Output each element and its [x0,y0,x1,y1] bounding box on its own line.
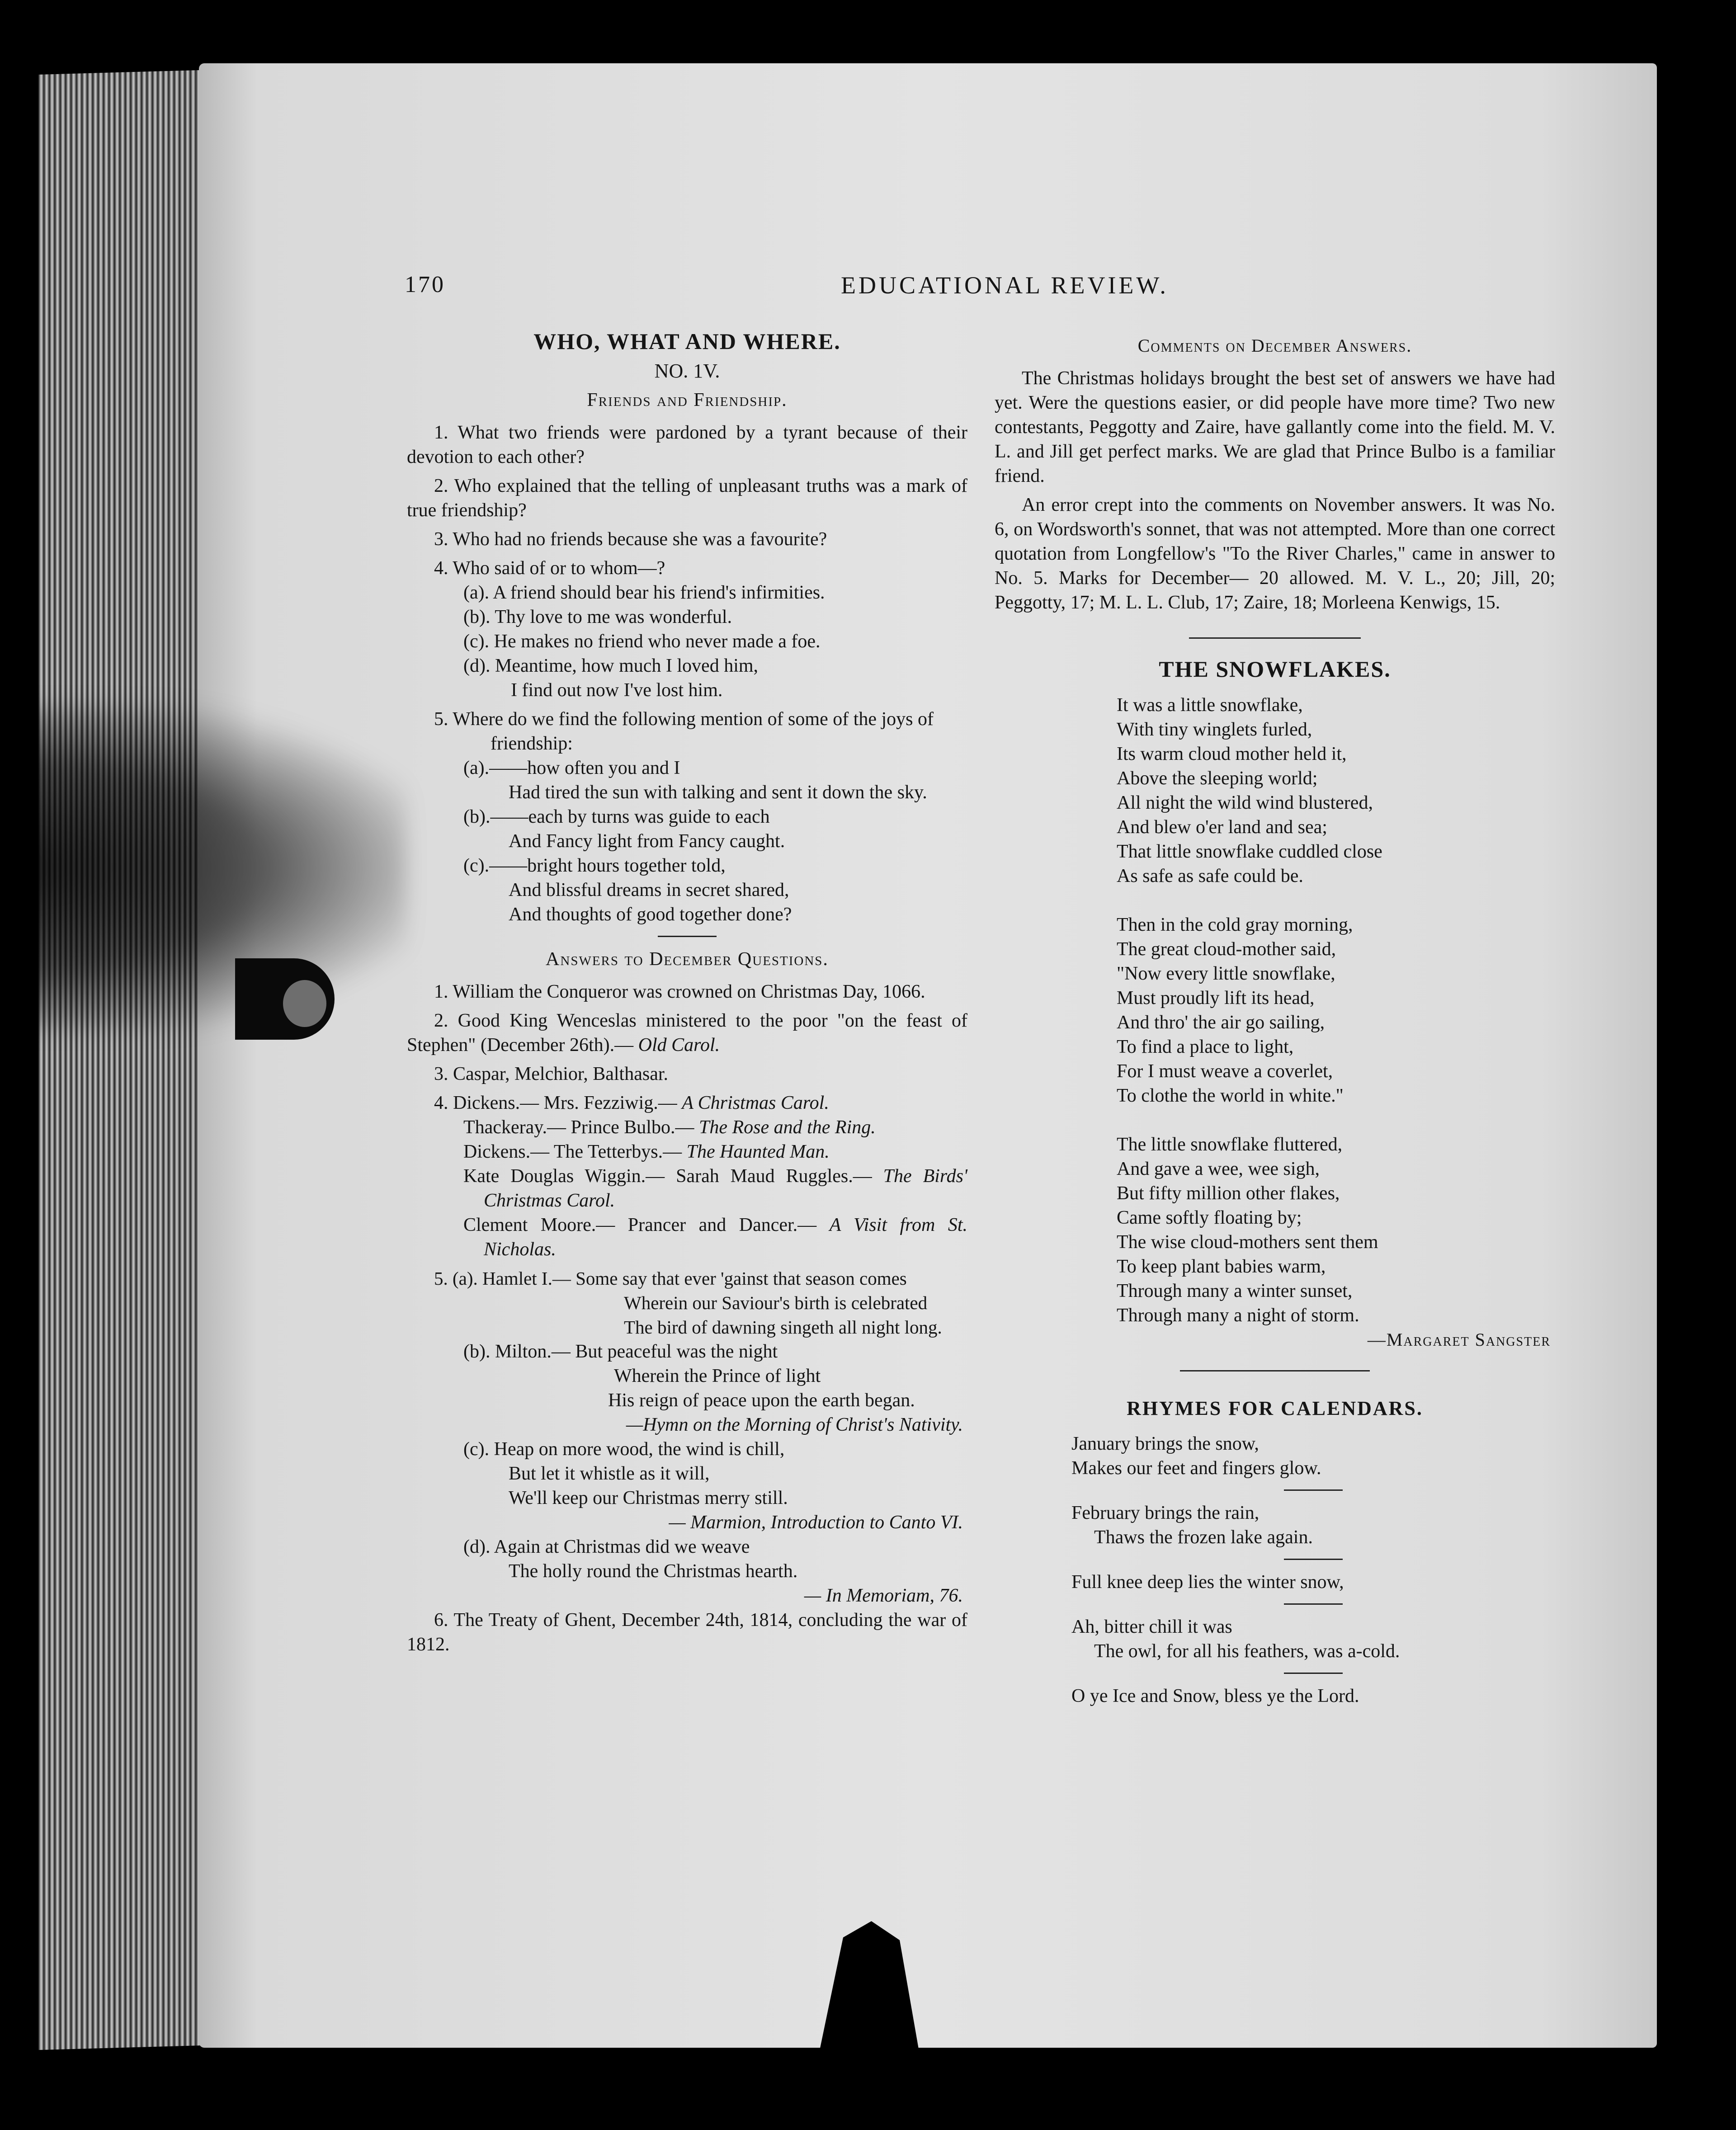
poem-line: All night the wild wind blustered, [1117,792,1373,813]
comments-paragraph-1: The Christmas holidays brought the best set of answers we have had yet. Were the questions easier, or did people have more time? Two new contestants, Peggotty and Zaire, have gallantly come into the field. M. V. L. and Jill get perfect marks. We are glad that Prince Bulbo is a familiar friend. [995,368,1555,486]
answer-4-line2-source: The Rose and the Ring. [698,1117,876,1138]
question-5: 5. Where do we find the following mention of some of the joys of friendship: [434,709,934,754]
right-column [995,334,1555,1708]
question-4: 4. Who said of or to whom—? [434,558,665,579]
rhyme-divider [1284,1603,1343,1605]
answer-4-line3-source: The Haunted Man. [686,1141,830,1162]
question-5c-line2: And blissful dreams in secret shared, [509,880,789,900]
poem-line: And gave a wee, wee sigh, [1117,1159,1320,1179]
finger-shadow [0,705,407,1031]
answer-5d-source [407,1583,967,1608]
rhyme-1-line1: January brings the snow, [1071,1433,1259,1454]
page-clip-hole [279,976,330,1031]
left-column [407,329,967,1657]
answer-5d-line2: The holly round the Christmas hearth. [509,1561,798,1582]
poem-stanza-2 [1117,913,1555,1108]
question-5a-line2: Had tired the sun with talking and sent it down the sky. [509,782,927,803]
answer-4-line4-text: Kate Douglas Wiggin.— Sarah Maud Ruggles.— [463,1166,883,1187]
answer-5b-source-text: —Hymn on the Morning of Christ's Nativity. [626,1414,963,1435]
answer-2 [407,1008,967,1057]
page-number: 170 [405,272,445,297]
poem-line: To find a place to light, [1117,1037,1294,1057]
poem-line: Through many a winter sunset, [1117,1281,1353,1301]
rhymes-list [995,1432,1555,1708]
answer-4-line1 [407,1091,967,1115]
poem-line: Then in the cold gray morning, [1117,914,1353,935]
question-5c-line3: And thoughts of good together done? [509,904,792,925]
poem-stanza-1 [1117,693,1555,888]
poem-line: And blew o'er land and sea; [1117,817,1327,838]
section-divider [658,936,717,937]
answer-3: 3. Caspar, Melchior, Balthasar. [434,1064,669,1084]
answer-4-line5-text: Clement Moore.— Prancer and Dancer.— [463,1215,830,1235]
book-page-edges [38,70,201,2050]
rhyme-2-line2: Thaws the frozen lake again. [1094,1527,1313,1548]
poem-line: As safe as safe could be. [1117,866,1303,886]
question-4a: (a). A friend should bear his friend's infirmities. [463,582,825,603]
snowflakes-poem [995,693,1555,1328]
poem-line: The great cloud-mother said, [1117,939,1336,960]
answer-5d-line1: (d). Again at Christmas did we weave [463,1536,750,1557]
snowflakes-title: THE SNOWFLAKES. [1159,656,1391,682]
answer-4-line5-source: A Visit from St. Nicholas. [484,1215,967,1260]
rhyme-4-line1: Ah, bitter chill it was [1071,1616,1232,1637]
who-what-where-title: WHO, WHAT AND WHERE. [533,329,841,354]
comments-heading: Comments on December Answers. [1137,335,1412,356]
poem-line: For I must weave a coverlet, [1117,1061,1333,1082]
poem-line: Through many a night of storm. [1117,1305,1359,1326]
question-5b-line1: (b).——each by turns was guide to each [463,806,770,827]
poem-line: To clothe the world in white." [1117,1085,1344,1106]
answer-4-line4-source: The Birds' Christmas Carol. [484,1166,968,1211]
question-4d-line1: (d). Meantime, how much I loved him, [463,655,759,676]
poem-author: —Margaret Sangster [1367,1329,1551,1350]
rhyme-1-line2: Makes our feet and fingers glow. [1071,1458,1321,1479]
question-4d-line2: I find out now I've lost him. [511,680,723,701]
answer-4-line1-source: A Christmas Carol. [682,1093,829,1113]
rhyme-divider [1284,1673,1343,1674]
rhyme-4-line2: The owl, for all his feathers, was a-cold. [1094,1641,1400,1662]
answer-2-source: Old Carol. [638,1035,720,1056]
poem-line: It was a little snowflake, [1117,695,1303,716]
answer-5b-line1: (b). Milton.— But peaceful was the night [463,1341,778,1362]
answer-5c-source [407,1510,967,1535]
answer-5b-source [407,1413,967,1437]
answer-5d-source-text: — In Memoriam, 76. [804,1585,963,1606]
answer-5a-line1: 5. (a). Hamlet I.— Some say that ever 'gainst that season comes [434,1268,907,1289]
journal-title: EDUCATIONAL REVIEW. [841,272,1169,299]
answer-5b-line2: Wherein the Prince of light [614,1366,821,1386]
poem-line: Must proudly lift its head, [1117,988,1315,1008]
question-5a-line1: (a).——how often you and I [463,758,680,778]
answer-5a-line3: The bird of dawning singeth all night long. [624,1317,942,1338]
question-1: 1. What two friends were pardoned by a tyrant because of their devotion to each other? [407,422,967,467]
answer-4-line2-text: Thackeray.— Prince Bulbo.— [463,1117,699,1138]
answer-4-line3 [407,1140,967,1164]
rhyme-divider [1284,1559,1343,1560]
question-5c-line1: (c).——bright hours together told, [463,855,726,876]
section-subtitle: Friends and Friendship. [587,390,788,410]
poem-line: But fifty million other flakes, [1117,1183,1340,1204]
comments-paragraph-2: An error crept into the comments on November answers. It was No. 6, on Wordsworth's sonnet, that was not attempted. More than one correct quotation from Longfellow's "To the River Charles," came in answer to No. 5. Marks for December— 20 allowed. M. V. L., 20; Jill, 20; Peggotty, 17; M. L. L. Club, 17; Zaire, 18; Morleena Kenwigs, 15. [995,495,1555,613]
answer-1: 1. William the Conqueror was crowned on Christmas Day, 1066. [434,981,925,1002]
answer-4-line5 [407,1213,967,1262]
rhyme-3: Full knee deep lies the winter snow, [1071,1572,1344,1593]
question-3: 3. Who had no friends because she was a favourite? [434,529,827,550]
poem-line: The wise cloud-mothers sent them [1117,1232,1378,1253]
answers-heading: Answers to December Questions. [546,949,829,970]
rhyme-2-line1: February brings the rain, [1071,1503,1260,1523]
rhyme-5: O ye Ice and Snow, bless ye the Lord. [1071,1686,1359,1706]
answer-4-line4 [407,1164,967,1213]
poem-line: Its warm cloud mother held it, [1117,744,1347,764]
answer-4-line3-text: Dickens.— The Tetterbys.— [463,1141,687,1162]
answer-2-text: 2. Good King Wenceslas ministered to the poor "on the feast of Stephen" (December 26th).— [407,1010,967,1056]
rhymes-title: RHYMES FOR CALENDARS. [1127,1397,1423,1419]
poem-stanza-3 [1117,1132,1555,1328]
answer-5c-line1: (c). Heap on more wood, the wind is chill, [463,1439,785,1460]
answer-4-line1-text: 4. Dickens.— Mrs. Fezziwig.— [434,1093,682,1113]
section-divider [1189,637,1361,639]
answer-5c-line2: But let it whistle as it will, [509,1463,710,1484]
issue-number: NO. 1V. [654,360,720,382]
answer-4-line2 [407,1115,967,1140]
poem-line: "Now every little snowflake, [1117,963,1335,984]
answer-5b-line3: His reign of peace upon the earth began. [608,1390,915,1411]
answer-5c-source-text: — Marmion, Introduction to Canto VI. [669,1512,963,1533]
rhyme-divider [1284,1489,1343,1491]
poem-line: Came softly floating by; [1117,1207,1302,1228]
question-2: 2. Who explained that the telling of unpleasant truths was a mark of true friendship? [407,476,967,521]
poem-line: Above the sleeping world; [1117,768,1318,789]
poem-line: The little snowflake fluttered, [1117,1134,1343,1155]
answer-5a-line2: Wherein our Saviour's birth is celebrated [624,1292,928,1313]
poem-line: That little snowflake cuddled close [1117,841,1382,862]
answer-6: 6. The Treaty of Ghent, December 24th, 1814, concluding the war of 1812. [407,1610,967,1655]
poem-line: To keep plant babies warm, [1117,1256,1326,1277]
poem-line: And thro' the air go sailing, [1117,1012,1325,1033]
question-5b-line2: And Fancy light from Fancy caught. [509,831,785,852]
poem-line: With tiny winglets furled, [1117,719,1312,740]
section-divider [1180,1370,1370,1371]
question-4c: (c). He makes no friend who never made a foe. [463,631,821,652]
answer-5c-line3: We'll keep our Christmas merry still. [509,1488,788,1508]
question-4b: (b). Thy love to me was wonderful. [463,607,732,627]
